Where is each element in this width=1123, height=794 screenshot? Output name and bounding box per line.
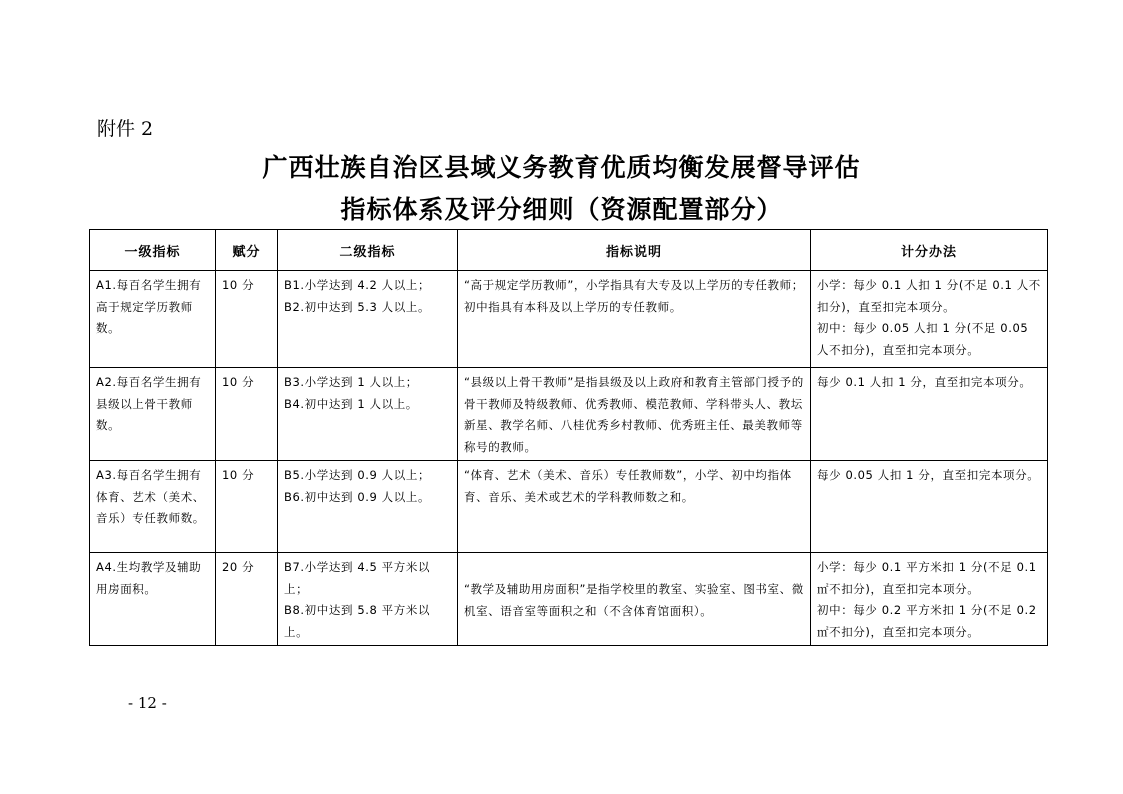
level2-item: B2.初中达到 5.3 人以上。 <box>284 299 431 314</box>
cell-method <box>811 271 1048 368</box>
level2-item: B7.小学达到 4.5 平方米以上； <box>284 560 431 596</box>
level2-item: B4.初中达到 1 人以上。 <box>284 396 418 411</box>
cell-level2 <box>278 553 458 646</box>
cell-level2 <box>278 271 458 368</box>
header-level1: 一级指标 <box>90 230 216 271</box>
table-row <box>90 461 1048 553</box>
document-title-line-2: 指标体系及评分细则（资源配置部分） <box>340 195 783 224</box>
table-row <box>90 368 1048 461</box>
table-header-row <box>90 230 1048 271</box>
header-description: 指标说明 <box>458 230 811 271</box>
method-item: 小学：每少 0.1 平方米扣 1 分(不足 0.1㎡不扣分)，直至扣完本项分。 <box>817 560 1037 596</box>
cell-method <box>811 368 1048 461</box>
description-text: “教学及辅助用房面积”是指学校里的教室、实验室、图书室、微机室、语音室等面积之和（不含体育馆面积）。 <box>464 582 804 618</box>
cell-description: “体育、艺术（美术、音乐）专任教师数”，小学、初中均指体育、音乐、美术或艺术的学科教师数之和。 <box>458 461 811 553</box>
cell-description: “县级以上骨干教师”是指县级及以上政府和教育主管部门授予的骨干教师及特级教师、优秀教师、模范教师、学科带头人、教坛新星、教学名师、八桂优秀乡村教师、优秀班主任、最美教师等称号的教师。 <box>458 368 811 461</box>
header-score: 赋分 <box>216 230 278 271</box>
table-row <box>90 553 1048 646</box>
method-item: 每少 0.05 人扣 1 分，直至扣完本项分。 <box>817 468 1040 482</box>
attachment-label: 附件 2 <box>97 118 154 140</box>
cell-level1: A3.每百名学生拥有体育、艺术（美术、音乐）专任教师数。 <box>90 461 216 553</box>
level2-item: B3.小学达到 1 人以上； <box>284 375 418 389</box>
cell-score: 10 分 <box>216 461 278 553</box>
method-item: 初中：每少 0.05 人扣 1 分(不足 0.05 人不扣分)，直至扣完本项分。 <box>817 321 1029 357</box>
document-title-line-1: 广西壮族自治区县域义务教育优质均衡发展督导评估 <box>262 153 861 182</box>
table-row <box>90 271 1048 368</box>
cell-score: 10 分 <box>216 368 278 461</box>
cell-level1: A2.每百名学生拥有县级以上骨干教师数。 <box>90 368 216 461</box>
page-number: - 12 - <box>128 694 167 712</box>
cell-score: 20 分 <box>216 553 278 646</box>
cell-level2 <box>278 368 458 461</box>
level2-item: B6.初中达到 0.9 人以上。 <box>284 489 431 504</box>
level2-item: B5.小学达到 0.9 人以上； <box>284 468 431 482</box>
level2-item: B8.初中达到 5.8 平方米以上。 <box>284 603 431 639</box>
header-level2: 二级指标 <box>278 230 458 271</box>
indicator-table <box>89 229 1048 646</box>
cell-method <box>811 461 1048 553</box>
cell-description: “高于规定学历教师”，小学指具有大专及以上学历的专任教师；初中指具有本科及以上学历的专任教师。 <box>458 271 811 368</box>
level2-item: B1.小学达到 4.2 人以上； <box>284 278 431 292</box>
cell-score: 10 分 <box>216 271 278 368</box>
header-method: 计分办法 <box>811 230 1048 271</box>
cell-level2 <box>278 461 458 553</box>
cell-method <box>811 553 1048 646</box>
method-item: 每少 0.1 人扣 1 分，直至扣完本项分。 <box>817 375 1032 389</box>
method-item: 初中：每少 0.2 平方米扣 1 分(不足 0.2㎡不扣分)，直至扣完本项分。 <box>817 603 1037 639</box>
cell-level1: A4.生均教学及辅助用房面积。 <box>90 553 216 646</box>
cell-level1: A1.每百名学生拥有高于规定学历教师数。 <box>90 271 216 368</box>
method-item: 小学：每少 0.1 人扣 1 分(不足 0.1 人不扣分)，直至扣完本项分。 <box>817 278 1041 314</box>
cell-description <box>458 553 811 646</box>
